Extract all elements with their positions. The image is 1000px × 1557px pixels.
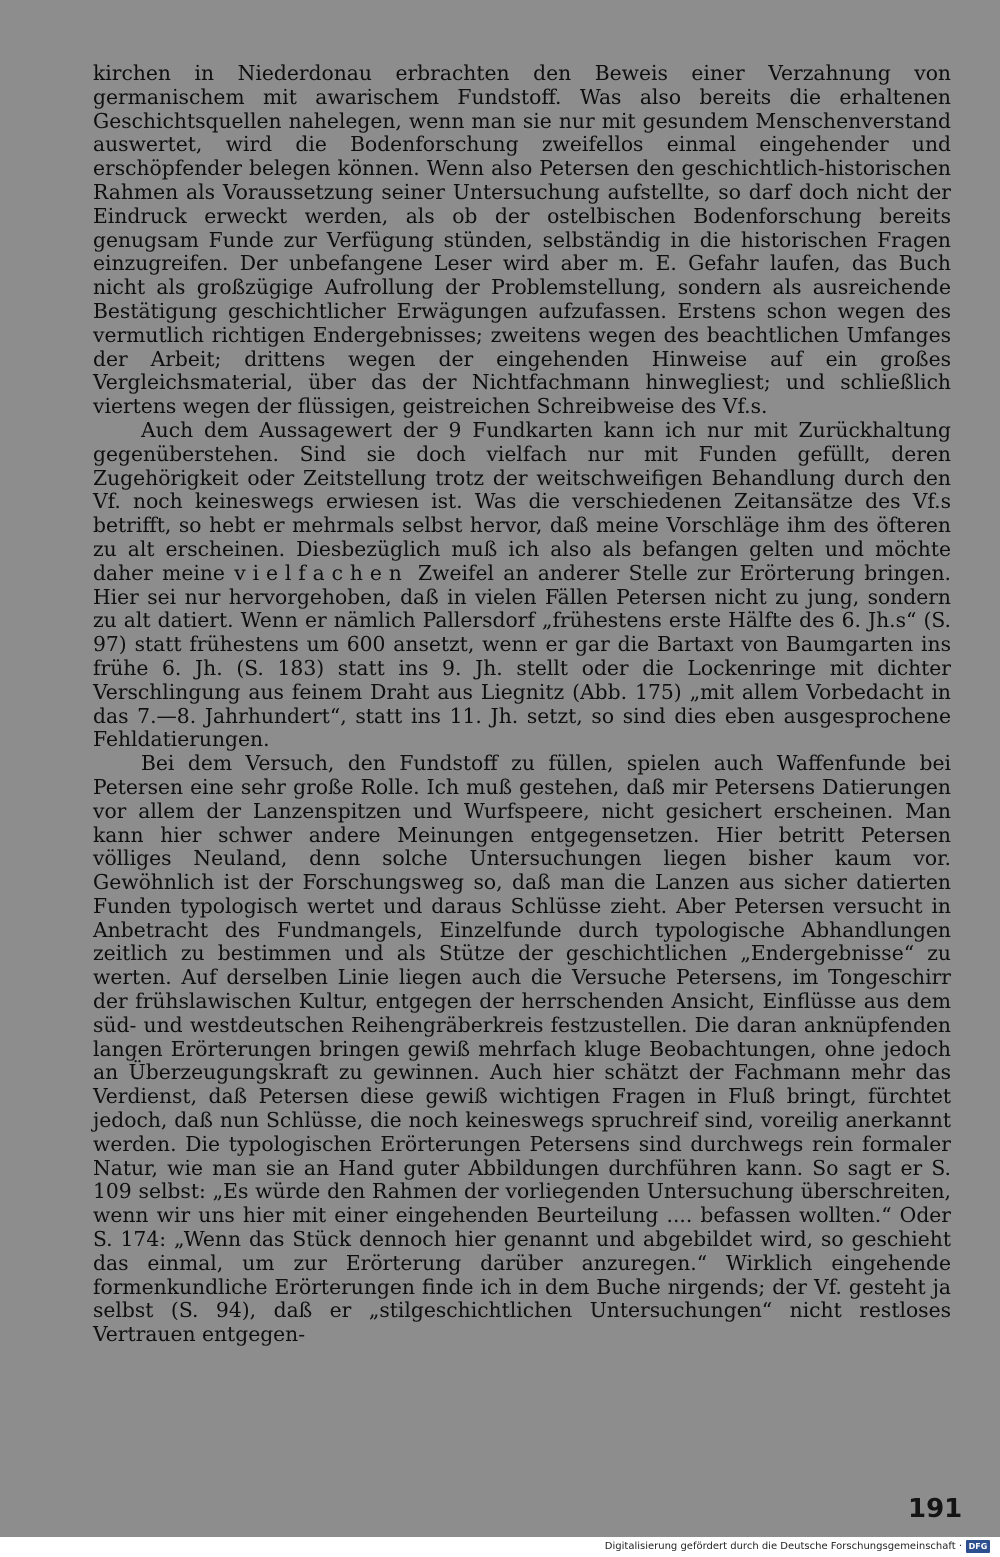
paragraph-2	[93, 419, 951, 752]
paragraph-2-text-b: Zweifel an anderer Stelle zur Erörterung bringen. Hier sei nur hervorgehoben, daß in vielen Fällen Petersen nicht zu jung, sondern zu alt datiert. Wenn er nämlich Pallersdorf „frühestens erste Hälfte des 6. Jh.s“ (S. 97) statt frühestens um 600 ansetzt, wenn er gar die Bartaxt von Baumgarten ins frühe 6. Jh. (S. 183) statt ins 9. Jh. stellt oder die Lockenringe mit dichter Verschlingung aus feinem Draht aus Liegnitz (Abb. 175) „mit allem Vorbedacht in das 7.—8. Jahrhundert“, statt ins 11. Jh. setzt, so sind dies eben ausgesprochene Fehldatierungen.	[93, 560, 952, 752]
footer-credit: Digitalisierung gefördert durch die Deutsche Forschungsgemeinschaft ·	[604, 1541, 962, 1552]
body-text	[93, 62, 951, 1347]
paragraph-2-spaced-word: vielfachen	[234, 560, 409, 585]
dfg-logo-icon: DFG	[966, 1540, 990, 1553]
page-number: 191	[908, 1494, 963, 1524]
paragraph-1-text: kirchen in Niederdonau erbrachten den Beweis einer Verzahnung von germanischem mit awarischem Fundstoff. Was also bereits die erhaltenen Geschichtsquellen nahelegen, wenn man sie nur mit gesundem Menschenverstand auswertet, wird die Bodenforschung zweifellos einmal eingehender und erschöpfender belegen können. Wenn also Petersen den geschichtlich-historischen Rahmen als Voraussetzung seiner Untersuchung aufstellte, so darf doch nicht der Eindruck erweckt werden, als ob der ostelbischen Bodenforschung bereits genugsam Funde zur Verfügung stünden, selbständig in die historischen Fragen einzugreifen. Der unbefangene Leser wird aber m. E. Gefahr laufen, das Buch nicht als großzügige Aufrollung der Problemstellung, sondern als ausreichende Bestätigung geschichtlicher Erwägungen aufzufassen. Erstens schon wegen des vermutlich richtigen Endergebnisses; zweitens wegen des beachtlichen Umfanges der Arbeit; drittens wegen der eingehenden Hinweise auf ein großes Vergleichsmaterial, über das der Nichtfachmann hinwegliest; und schließlich viertens wegen der flüssigen, geistreichen Schreibweise des Vf.s.	[93, 61, 951, 419]
paragraph-2-text-a: Auch dem Aussagewert der 9 Fundkarten kann ich nur mit Zurückhaltung gegenüberstehen. Sind sie doch vielfach nur mit Funden gefüllt, deren Zugehörigkeit oder Zeitstellung trotz der weitschweifigen Behandlung durch den Vf. noch keineswegs erwiesen ist. Was die verschiedenen Zeitansätze des Vf.s betrifft, so hebt er mehrmals selbst hervor, daß meine Vorschläge ihm des öfteren zu alt erscheinen. Diesbezüglich muß ich also als befangen gelten und möchte daher meine	[93, 417, 951, 585]
paragraph-3	[93, 752, 951, 1347]
paragraph-1	[93, 62, 951, 419]
paragraph-3-text: Bei dem Versuch, den Fundstoff zu füllen, spielen auch Waffenfunde bei Petersen eine sehr große Rolle. Ich muß gestehen, daß mir Petersens Datierungen vor allem der Lanzenspitzen und Wurfspeere, nicht gesichert erscheinen. Man kann hier schwer andere Meinungen entgegensetzen. Hier betritt Petersen völliges Neuland, denn solche Untersuchungen liegen bisher kaum vor. Gewöhnlich ist der Forschungsweg so, daß man die Lanzen aus sicher datierten Funden typologisch wertet und daraus Schlüsse zieht. Aber Petersen versucht in Anbetracht des Fundmangels, Einzelfunde durch typologische Abhandlungen zeitlich zu bestimmen und als Stütze der geschichtlichen „Endergebnisse“ zu werten. Auf derselben Linie liegen auch die Versuche Petersens, im Tongeschirr der frühslawischen Kultur, entgegen der herrschenden Ansicht, Einflüsse aus dem süd- und westdeutschen Reihengräberkreis festzustellen. Die daran anknüpfenden langen Erörterungen bringen gewiß mehrfach kluge Beobachtungen, ohne jedoch an Überzeugungskraft zu gewinnen. Auch hier schätzt der Fachmann mehr das Verdienst, daß Petersen diese gewiß wichtigen Fragen in Fluß bringt, fürchtet jedoch, daß nun Schlüsse, die noch keineswegs spruchreif sind, voreilig anerkannt werden. Die typologischen Erörterungen Petersens sind durchwegs rein formaler Natur, wie man sie an Hand guter Abbildungen durchführen kann. So sagt er S. 109 selbst: „Es würde den Rahmen der vorliegenden Untersuchung überschreiten, wenn wir uns hier mit einer eingehenden Beurteilung .... befassen wollten.“ Oder S. 174: „Wenn das Stück dennoch hier genannt und abgebildet wird, so geschieht das einmal, um zur Erörterung darüber anzuregen.“ Wirklich eingehende formenkundliche Erörterungen finde ich in dem Buche nirgends; der Vf. gesteht ja selbst (S. 94), daß er „stilgeschichtlichen Untersuchungen“ nicht restloses Vertrauen entgegen-	[93, 751, 951, 1347]
